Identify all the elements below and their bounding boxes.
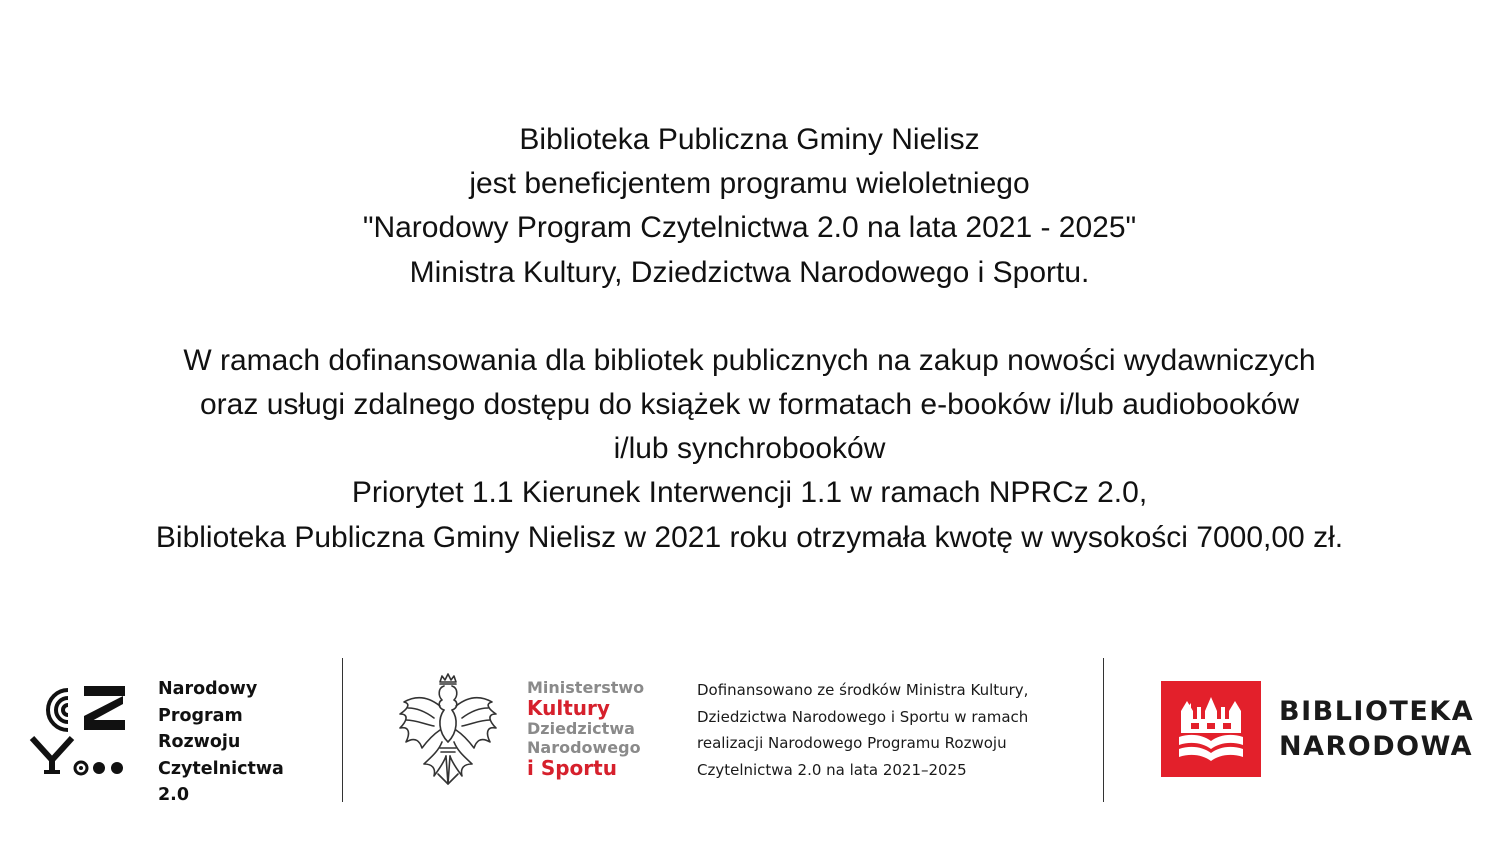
- paragraph-gap: [0, 295, 1499, 339]
- divider: [1103, 658, 1104, 802]
- funding-note-line: realizacji Narodowego Programu Rozwoju: [697, 734, 1007, 753]
- ministry-line: Narodowego: [527, 738, 641, 757]
- funding-note-line: Dofinansowano ze środków Ministra Kultury,: [697, 681, 1029, 699]
- national-library-name: [1279, 694, 1474, 764]
- announcement-line: Biblioteka Publiczna Gminy Nielisz: [519, 123, 980, 156]
- announcement-text: [0, 118, 1499, 560]
- paragraph-line: oraz usługi zdalnego dostępu do książek w formatach e-booków i/lub audiobooków: [200, 388, 1299, 422]
- nprcz-name-line: Rozwoju: [158, 732, 241, 752]
- ministry-line: Ministerstwo: [527, 678, 645, 697]
- paragraph-line: i/lub synchrobooków: [613, 432, 886, 466]
- nprcz-name-line: Czytelnictwa: [158, 758, 284, 779]
- nprcz-name-line: Program: [158, 705, 243, 726]
- polish-eagle-icon: [394, 672, 502, 790]
- divider: [342, 658, 343, 802]
- funding-note-line: Czytelnictwa 2.0 na lata 2021–2025: [697, 761, 967, 780]
- paragraph-line: Biblioteka Publiczna Gminy Nielisz w 2021 roku otrzymała kwotę w wysokości 7000,00 zł.: [155, 520, 1344, 554]
- announcement-line: Ministra Kultury, Dziedzictwa Narodowego i Sportu.: [409, 255, 1090, 289]
- paragraph-line: Priorytet 1.1 Kierunek Interwencji 1.1 w ramach NPRCz 2.0,: [351, 476, 1148, 510]
- ministry-line: Kultury: [527, 696, 610, 720]
- national-library-name-line: BIBLIOTEKA: [1279, 696, 1475, 727]
- funding-note-line: Dziedzictwa Narodowego i Sportu w ramach: [697, 707, 1029, 726]
- ministry-line: i Sportu: [527, 756, 617, 780]
- sponsor-footer: [0, 650, 1499, 810]
- announcement-line: jest beneficjentem programu wieloletniego: [469, 167, 1030, 201]
- nprcz-name: [158, 676, 284, 809]
- national-library-logo: [1161, 681, 1261, 777]
- announcement-line: "Narodowy Program Czytelnictwa 2.0 na lata 2021 - 2025": [362, 211, 1137, 245]
- nprcz-name-line: 2.0: [158, 785, 190, 805]
- national-library-name-line: NARODOWA: [1279, 731, 1474, 762]
- funding-note: [697, 677, 1028, 784]
- nprcz-name-line: Narodowy: [158, 679, 258, 699]
- ministry-name: [527, 678, 644, 779]
- crown-book-icon: [1161, 681, 1261, 777]
- ministry-line: Dziedzictwa: [527, 719, 635, 738]
- paragraph-line: W ramach dofinansowania dla bibliotek publicznych na zakup nowości wydawniczych: [183, 343, 1316, 377]
- nprcz-logo-icon: [28, 680, 128, 780]
